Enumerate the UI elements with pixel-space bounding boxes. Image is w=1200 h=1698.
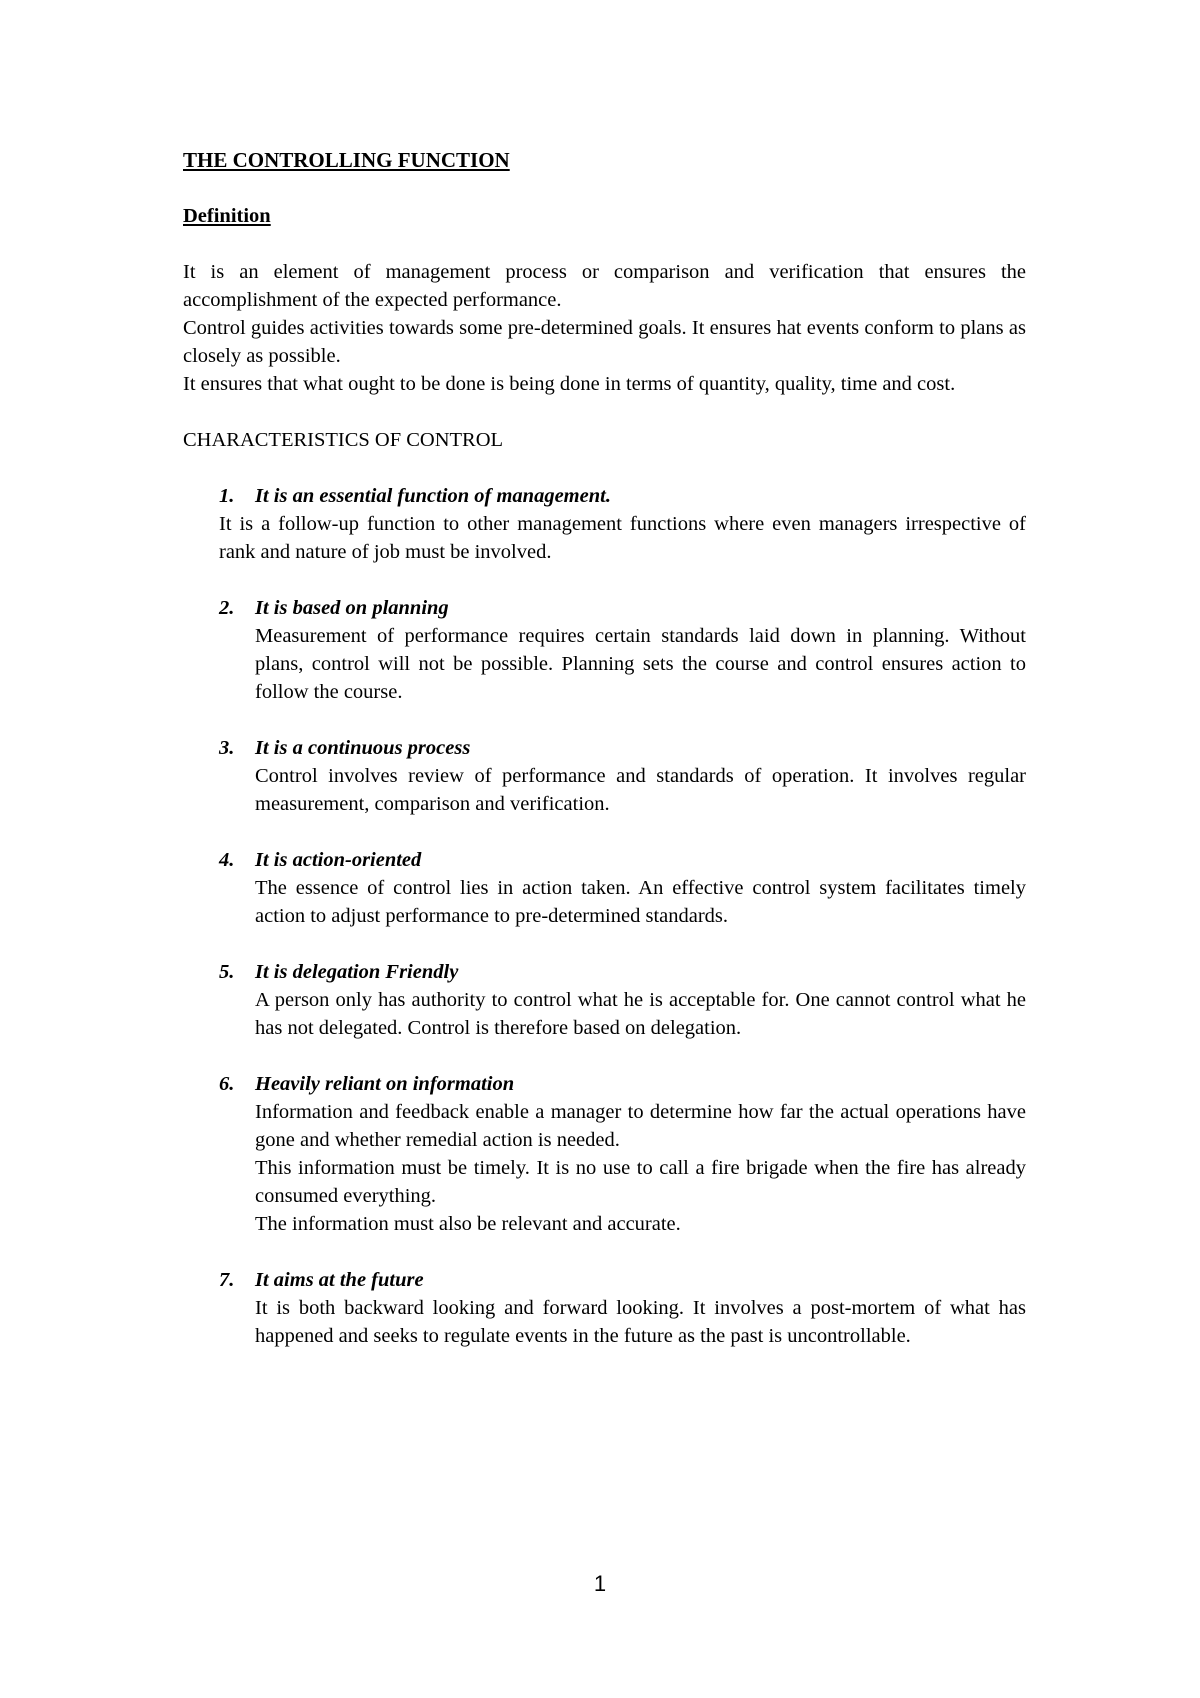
item-description bbox=[255, 1098, 1026, 1238]
definition-paragraph: Control guides activities towards some pre-determined goals. It ensures hat events conform to plans as closely as possible. bbox=[183, 317, 1026, 367]
item-paragraph: It is both backward looking and forward looking. It involves a post-mortem of what has happened and seeks to regulate events in the future as the past is uncontrollable. bbox=[255, 1297, 1026, 1347]
item-description bbox=[255, 762, 1026, 818]
item-number: 5. bbox=[219, 961, 235, 983]
definition-heading: Definition bbox=[183, 205, 271, 227]
item-number: 6. bbox=[219, 1073, 235, 1095]
item-number: 1. bbox=[219, 485, 235, 507]
item-number: 2. bbox=[219, 597, 235, 619]
characteristic-item bbox=[183, 1266, 1026, 1350]
item-paragraph: Information and feedback enable a manager to determine how far the actual operations have gone and whether remedial action is needed. bbox=[255, 1101, 1026, 1151]
item-description bbox=[255, 622, 1026, 706]
item-paragraph: The essence of control lies in action taken. An effective control system facilitates timely action to adjust performance to pre-determined standards. bbox=[255, 877, 1026, 927]
characteristics-list bbox=[183, 482, 1026, 1350]
item-heading: It is a continuous process bbox=[255, 737, 471, 759]
item-description bbox=[255, 1294, 1026, 1350]
item-paragraph: This information must be timely. It is no use to call a fire brigade when the fire has already consumed everything. bbox=[255, 1157, 1026, 1207]
item-heading: It is action-oriented bbox=[255, 849, 422, 871]
definition-paragraph: It is an element of management process or comparison and verification that ensures the accomplishment of the expected performance. bbox=[183, 261, 1026, 311]
item-paragraph: Measurement of performance requires certain standards laid down in planning. Without plans, control will not be possible. Planning sets the course and control ensures action to follow the course. bbox=[255, 625, 1026, 703]
item-number: 7. bbox=[219, 1269, 235, 1291]
item-number: 4. bbox=[219, 849, 235, 871]
document-title: THE CONTROLLING FUNCTION bbox=[183, 148, 510, 172]
characteristic-item bbox=[183, 482, 1026, 566]
characteristic-item bbox=[183, 594, 1026, 706]
document-content bbox=[183, 146, 1026, 1378]
definition-section bbox=[183, 258, 1026, 398]
item-description bbox=[255, 986, 1026, 1042]
item-number: 3. bbox=[219, 737, 235, 759]
page-number: 1 bbox=[593, 1571, 607, 1596]
item-description bbox=[255, 874, 1026, 930]
characteristic-item bbox=[183, 846, 1026, 930]
item-heading: It is delegation Friendly bbox=[255, 961, 459, 983]
characteristics-heading: CHARACTERISTICS OF CONTROL bbox=[183, 429, 504, 451]
item-paragraph: It is a follow-up function to other management functions where even managers irrespective of rank and nature of job must be involved. bbox=[219, 513, 1026, 563]
item-paragraph: The information must also be relevant and accurate. bbox=[255, 1213, 681, 1235]
characteristic-item bbox=[183, 734, 1026, 818]
definition-paragraph: It ensures that what ought to be done is being done in terms of quantity, quality, time and cost. bbox=[183, 373, 956, 395]
item-description bbox=[219, 510, 1026, 566]
item-paragraph: A person only has authority to control what he is acceptable for. One cannot control what he has not delegated. Control is therefore based on delegation. bbox=[255, 989, 1026, 1039]
characteristic-item bbox=[183, 958, 1026, 1042]
item-heading: It is an essential function of management. bbox=[255, 485, 611, 507]
item-paragraph: Control involves review of performance and standards of operation. It involves regular measurement, comparison and verification. bbox=[255, 765, 1026, 815]
characteristic-item bbox=[183, 1070, 1026, 1238]
item-heading: Heavily reliant on information bbox=[255, 1073, 515, 1095]
item-heading: It aims at the future bbox=[255, 1269, 424, 1291]
item-heading: It is based on planning bbox=[255, 597, 449, 619]
